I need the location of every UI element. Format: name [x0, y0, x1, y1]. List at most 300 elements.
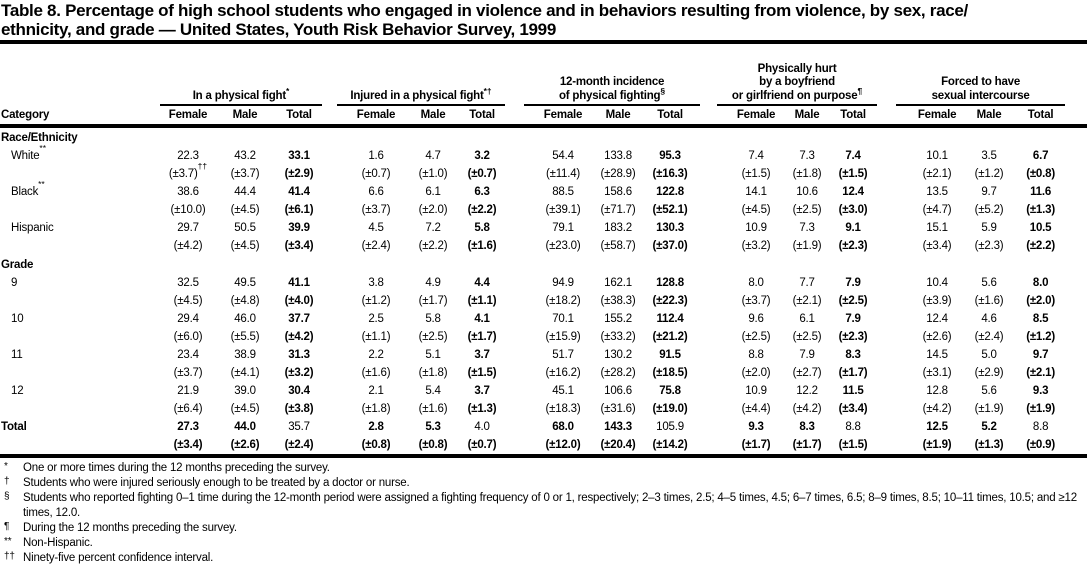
- ci-cell: (±58.7): [600, 240, 636, 252]
- value-cell: 41.4: [288, 186, 310, 198]
- ci-cell: (±4.7): [922, 204, 952, 216]
- value-cell: 12.4: [842, 186, 864, 198]
- ci-cell: (±1.6): [974, 295, 1004, 307]
- value-cell: 183.2: [604, 222, 632, 234]
- value-cell: 12.2: [796, 385, 818, 397]
- table-title-line-2: ethnicity, and grade — United States, Youth Risk Behavior Survey, 1999: [1, 20, 556, 39]
- value-cell: 5.9: [981, 222, 997, 234]
- ci-cell: (±1.8): [418, 367, 448, 379]
- ci-cell: (±3.2): [284, 367, 314, 379]
- footnote-marker-ref: §: [660, 85, 666, 96]
- value-cell: 143.3: [604, 421, 632, 433]
- ci-cell: (±2.4): [284, 439, 314, 451]
- value-cell: 8.5: [1032, 313, 1049, 325]
- value-cell: 51.7: [552, 349, 574, 361]
- row-label-spacer: [0, 328, 158, 346]
- footnote-marker-ref: ¶: [857, 85, 863, 96]
- value-cell: 6.6: [368, 186, 384, 198]
- value-cell: 7.3: [799, 150, 815, 162]
- ci-cell: (±4.5): [173, 295, 203, 307]
- category-header-spacer: [0, 44, 158, 106]
- value-cell: 10.4: [926, 277, 948, 289]
- value-cell: 29.4: [177, 313, 199, 325]
- footnotes: [0, 461, 1087, 566]
- value-cell: 7.9: [799, 349, 815, 361]
- ci-cell: (±4.5): [230, 240, 260, 252]
- value-cell: 3.5: [981, 150, 997, 162]
- ci-cell: (±1.1): [467, 295, 497, 307]
- ci-cell: (±2.1): [922, 168, 952, 180]
- col-header-in-a-physical-fight-total: Total: [272, 106, 328, 126]
- ci-cell: (±5.2): [974, 204, 1004, 216]
- ci-cell: (±3.2): [741, 240, 771, 252]
- ci-cell: (±1.9): [974, 403, 1004, 415]
- column-group-header-injured-in-a-physical-fight: [328, 44, 518, 106]
- ci-cell: (±1.8): [792, 168, 822, 180]
- row-label: 9: [11, 277, 18, 289]
- column-group-title: 12-month incidence of physical fighting§: [524, 76, 700, 106]
- footnote-: [0, 476, 1087, 491]
- ci-cell: (±4.0): [284, 295, 314, 307]
- value-cell: 38.9: [234, 349, 256, 361]
- ci-cell: (±37.0): [652, 240, 688, 252]
- column-group-title: Injured in a physical fight*†: [337, 90, 505, 107]
- value-cell: 7.2: [425, 222, 441, 234]
- ci-cell: (±2.6): [922, 331, 952, 343]
- ci-cell: (±3.7): [173, 367, 203, 379]
- value-cell: 10.1: [926, 150, 948, 162]
- group-header-row: [0, 44, 1087, 106]
- value-cell: 8.3: [845, 349, 861, 361]
- ci-cell: (±18.5): [652, 367, 688, 379]
- footnote-text: Ninety-five percent confidence interval.: [23, 552, 214, 564]
- value-cell: 8.3: [799, 421, 815, 433]
- ci-cell: (±1.7): [838, 367, 868, 379]
- value-cell: 14.5: [926, 349, 948, 361]
- value-cell: 5.2: [981, 421, 997, 433]
- section-label: Grade: [1, 259, 34, 271]
- ci-cell: (±3.4): [922, 240, 952, 252]
- footnote-: [0, 536, 1087, 551]
- value-cell: 3.7: [474, 385, 490, 397]
- footnote-: [0, 491, 1087, 521]
- value-cell: 7.4: [748, 150, 764, 162]
- value-cell: 91.5: [659, 349, 681, 361]
- value-cell: 2.8: [368, 421, 384, 433]
- table-header: [0, 44, 1087, 126]
- col-header-in-a-physical-fight-female: Female: [158, 106, 218, 126]
- ci-row-black: [0, 201, 1087, 219]
- value-cell: 8.8: [1032, 421, 1049, 433]
- value-cell: 5.6: [981, 385, 997, 397]
- value-cell: 128.8: [656, 277, 684, 289]
- value-cell: 4.7: [425, 150, 441, 162]
- value-cell: 112.4: [656, 313, 684, 325]
- value-cell: 2.5: [368, 313, 384, 325]
- ci-cell: (±4.5): [741, 204, 771, 216]
- col-header-physically-hurt-total: Total: [832, 106, 884, 126]
- value-cell: 10.9: [745, 222, 767, 234]
- value-cell: 105.9: [656, 421, 684, 433]
- data-row-12: [0, 382, 1087, 400]
- value-cell: 10.6: [796, 186, 818, 198]
- value-cell: 23.4: [177, 349, 199, 361]
- data-row-hispanic: [0, 219, 1087, 237]
- value-cell: 9.3: [1032, 385, 1049, 397]
- ci-cell: (±31.6): [600, 403, 636, 415]
- value-cell: 106.6: [604, 385, 632, 397]
- ci-cell: (±1.9): [922, 439, 952, 451]
- footnote-marker: ¶: [4, 521, 10, 532]
- section-header-race-ethnicity: [0, 126, 1087, 147]
- footnote-marker: **: [4, 536, 12, 547]
- table-title: [0, 0, 1087, 40]
- ci-cell: (±28.2): [600, 367, 636, 379]
- ci-cell: (±2.0): [418, 204, 448, 216]
- value-cell: 5.8: [474, 222, 490, 234]
- value-cell: 9.6: [748, 313, 764, 325]
- value-cell: 122.8: [656, 186, 684, 198]
- data-row-9: [0, 274, 1087, 292]
- ci-row-total: [0, 436, 1087, 454]
- ci-cell: (±0.7): [361, 168, 391, 180]
- value-cell: 12.8: [926, 385, 948, 397]
- ci-cell: (±18.2): [545, 295, 581, 307]
- value-cell: 11.6: [1030, 186, 1052, 198]
- ci-cell: (±2.3): [838, 240, 868, 252]
- value-cell: 14.1: [745, 186, 767, 198]
- ci-cell: (±6.0): [173, 331, 203, 343]
- value-cell: 162.1: [604, 277, 632, 289]
- value-cell: 1.6: [368, 150, 384, 162]
- col-header-12-month-incidence-male: Male: [590, 106, 646, 126]
- value-cell: 155.2: [604, 313, 632, 325]
- ci-cell: (±1.0): [418, 168, 448, 180]
- value-cell: 35.7: [288, 421, 310, 433]
- column-group-title: Forced to have sexual intercourse: [896, 76, 1065, 106]
- table-bottom-rule: [0, 454, 1087, 458]
- ci-cell: (±3.4): [838, 403, 868, 415]
- value-cell: 88.5: [552, 186, 574, 198]
- ci-cell: (±5.5): [230, 331, 260, 343]
- row-label-spacer: [0, 436, 158, 454]
- category-column-header: Category: [0, 106, 158, 126]
- value-cell: 7.9: [845, 313, 861, 325]
- value-cell: 44.0: [234, 421, 256, 433]
- ci-cell: (±1.7): [418, 295, 448, 307]
- value-cell: 10.5: [1029, 222, 1052, 234]
- ci-cell: (±1.3): [467, 403, 497, 415]
- ci-cell: (±0.8): [1026, 168, 1055, 180]
- value-cell: 8.8: [845, 421, 861, 433]
- value-cell: 30.4: [288, 385, 310, 397]
- data-row-white: [0, 147, 1087, 165]
- value-cell: 44.4: [234, 186, 256, 198]
- ci-cell: (±2.1): [792, 295, 822, 307]
- value-cell: 39.9: [288, 222, 310, 234]
- row-label-spacer: [0, 364, 158, 382]
- ci-cell: (±0.9): [1026, 439, 1055, 451]
- footnote-marker-ref: *†: [483, 85, 492, 96]
- value-cell: 5.1: [425, 349, 441, 361]
- value-cell: 5.6: [981, 277, 997, 289]
- col-header-injured-in-a-physical-fight-male: Male: [406, 106, 460, 126]
- ci-cell: (±2.5): [741, 331, 771, 343]
- value-cell: 5.4: [425, 385, 441, 397]
- value-cell: 50.5: [234, 222, 256, 234]
- footnote-text: Non-Hispanic.: [23, 537, 93, 549]
- value-cell: 4.0: [474, 421, 490, 433]
- footnote-marker-ref: **: [38, 179, 45, 189]
- value-cell: 5.0: [981, 349, 997, 361]
- row-label: 10: [11, 313, 24, 325]
- footnote-marker-ref: ††: [197, 161, 208, 171]
- ci-cell: (±20.4): [600, 439, 636, 451]
- ci-cell: (±2.4): [974, 331, 1004, 343]
- section-header-grade: [0, 255, 1087, 274]
- ci-cell: (±1.5): [838, 168, 868, 180]
- value-cell: 29.7: [177, 222, 199, 234]
- footnote-: [0, 461, 1087, 476]
- ci-cell: (±16.2): [545, 367, 581, 379]
- value-cell: 22.3: [177, 150, 199, 162]
- value-cell: 39.0: [234, 385, 256, 397]
- ci-cell: (±3.7)††: [168, 161, 208, 180]
- ci-cell: (±12.0): [545, 439, 581, 451]
- ci-cell: (±1.2): [1026, 331, 1055, 343]
- ci-cell: (±3.7): [230, 168, 260, 180]
- value-cell: 4.6: [981, 313, 997, 325]
- value-cell: 5.3: [425, 421, 441, 433]
- ci-cell: (±16.3): [652, 168, 688, 180]
- ci-row-11: [0, 364, 1087, 382]
- ci-row-12: [0, 400, 1087, 418]
- value-cell: 8.0: [748, 277, 764, 289]
- footnote-marker: †: [4, 476, 10, 487]
- value-cell: 9.3: [748, 421, 764, 433]
- ci-cell: (±3.7): [741, 295, 771, 307]
- ci-cell: (±3.1): [922, 367, 952, 379]
- footnote-marker: §: [4, 491, 10, 502]
- value-cell: 9.7: [1032, 349, 1049, 361]
- value-cell: 21.9: [177, 385, 199, 397]
- ci-cell: (±11.4): [545, 168, 581, 180]
- value-cell: 7.3: [799, 222, 815, 234]
- ci-cell: (±2.5): [418, 331, 448, 343]
- value-cell: 133.8: [604, 150, 632, 162]
- ci-cell: (±3.4): [173, 439, 203, 451]
- value-cell: 12.4: [926, 313, 948, 325]
- ci-cell: (±1.5): [741, 168, 771, 180]
- value-cell: 8.0: [1032, 277, 1049, 289]
- ci-cell: (±1.9): [792, 240, 822, 252]
- ci-cell: (±15.9): [545, 331, 581, 343]
- ci-cell: (±6.1): [284, 204, 314, 216]
- ci-cell: (±6.4): [173, 403, 203, 415]
- ci-cell: (±2.9): [974, 367, 1004, 379]
- ci-cell: (±39.1): [545, 204, 581, 216]
- footnote-marker: *: [4, 461, 8, 472]
- ci-cell: (±22.3): [652, 295, 688, 307]
- footnote-: [0, 521, 1087, 536]
- table-title-line-1: Table 8. Percentage of high school students who engaged in violence and in behaviors resulting from violence, by sex, race/: [1, 1, 968, 20]
- ci-cell: (±2.2): [1026, 240, 1055, 252]
- column-group-header-forced-to-have-sexual-intercourse: [884, 44, 1087, 106]
- ci-cell: (±4.5): [230, 204, 260, 216]
- ci-cell: (±1.2): [974, 168, 1004, 180]
- value-cell: 130.2: [604, 349, 632, 361]
- ci-cell: (±1.5): [838, 439, 868, 451]
- ci-cell: (±2.4): [361, 240, 391, 252]
- ci-row-9: [0, 292, 1087, 310]
- ci-cell: (±2.3): [974, 240, 1004, 252]
- value-cell: 6.1: [425, 186, 441, 198]
- ci-row-hispanic: [0, 237, 1087, 255]
- value-cell: 45.1: [552, 385, 574, 397]
- value-cell: 46.0: [234, 313, 256, 325]
- value-cell: 10.9: [745, 385, 767, 397]
- ci-cell: (±1.2): [361, 295, 391, 307]
- ci-cell: (±1.6): [418, 403, 448, 415]
- col-header-physically-hurt-female: Female: [708, 106, 782, 126]
- row-label: Hispanic: [11, 222, 54, 234]
- column-group-header-12-month-incidence-of-physical-fighting: [518, 44, 708, 106]
- row-label: 12: [11, 385, 24, 397]
- ci-cell: (±2.1): [1026, 367, 1055, 379]
- ci-cell: (±14.2): [652, 439, 688, 451]
- ci-cell: (±3.7): [361, 204, 391, 216]
- value-cell: 2.1: [368, 385, 384, 397]
- value-cell: 33.1: [288, 150, 310, 162]
- ci-cell: (±33.2): [600, 331, 636, 343]
- value-cell: 31.3: [288, 349, 310, 361]
- data-row-11: [0, 346, 1087, 364]
- value-cell: 6.1: [799, 313, 815, 325]
- col-header-forced-to-have-total: Total: [1016, 106, 1087, 126]
- ci-cell: (±1.7): [467, 331, 497, 343]
- ci-cell: (±1.3): [1026, 204, 1055, 216]
- ci-cell: (±4.8): [230, 295, 260, 307]
- ci-cell: (±2.3): [838, 331, 868, 343]
- ci-cell: (±52.1): [652, 204, 688, 216]
- column-group-title: Physically hurt by a boyfriend or girlfriend on purpose¶: [717, 63, 877, 107]
- sub-header-row: [0, 106, 1087, 126]
- ci-row-white: [0, 165, 1087, 183]
- row-label-spacer: [0, 201, 158, 219]
- footnote-text: Students who were injured seriously enough to be treated by a doctor or nurse.: [23, 477, 410, 489]
- col-header-in-a-physical-fight-male: Male: [218, 106, 272, 126]
- ci-cell: (±4.1): [230, 367, 260, 379]
- footnote-text: Students who reported fighting 0–1 time during the 12-month period were assigned a fighting frequency of 0 or 1, respectively; 2–3 times, 2.5; 4–5 times, 4.5; 6–7 times, 6.5; 8–9 times, 8.5; 10–11 times, 10.5; and ≥12 times, 12.0.: [23, 492, 1077, 519]
- footnote-: [0, 551, 1087, 566]
- col-header-injured-in-a-physical-fight-female: Female: [328, 106, 406, 126]
- row-label-spacer: [0, 237, 158, 255]
- value-cell: 79.1: [552, 222, 574, 234]
- ci-row-10: [0, 328, 1087, 346]
- column-group-title: In a physical fight*: [160, 90, 322, 107]
- ci-cell: (±10.0): [170, 204, 206, 216]
- value-cell: 9.1: [845, 222, 861, 234]
- ci-cell: (±2.0): [741, 367, 771, 379]
- ci-cell: (±2.6): [230, 439, 260, 451]
- value-cell: 95.3: [659, 150, 681, 162]
- footnote-marker: ††: [4, 551, 15, 562]
- ci-cell: (±18.3): [545, 403, 581, 415]
- column-group-header-in-a-physical-fight: [158, 44, 328, 106]
- ci-cell: (±2.2): [418, 240, 448, 252]
- col-header-12-month-incidence-total: Total: [646, 106, 708, 126]
- value-cell: 41.1: [288, 277, 310, 289]
- ci-cell: (±71.7): [600, 204, 636, 216]
- value-cell: 54.4: [552, 150, 574, 162]
- ci-cell: (±1.7): [741, 439, 771, 451]
- value-cell: 7.7: [799, 277, 815, 289]
- ci-cell: (±23.0): [545, 240, 581, 252]
- yrbs-violence-table: [0, 44, 1087, 454]
- value-cell: 70.1: [552, 313, 574, 325]
- ci-cell: (±1.9): [1026, 403, 1055, 415]
- value-cell: 5.8: [425, 313, 441, 325]
- row-label-spacer: [0, 400, 158, 418]
- ci-cell: (±0.7): [467, 439, 497, 451]
- value-cell: 3.8: [368, 277, 384, 289]
- row-label-spacer: [0, 292, 158, 310]
- ci-cell: (±2.9): [284, 168, 314, 180]
- value-cell: 2.2: [368, 349, 384, 361]
- footnote-marker-ref: *: [286, 85, 290, 96]
- ci-cell: (±3.8): [284, 403, 314, 415]
- ci-cell: (±38.3): [600, 295, 636, 307]
- ci-cell: (±2.2): [467, 204, 497, 216]
- ci-cell: (±2.5): [792, 204, 822, 216]
- col-header-forced-to-have-female: Female: [884, 106, 962, 126]
- row-label: Total: [1, 421, 27, 433]
- ci-cell: (±3.4): [284, 240, 314, 252]
- row-label: Black**: [11, 179, 45, 198]
- ci-cell: (±4.5): [230, 403, 260, 415]
- ci-cell: (±4.2): [173, 240, 203, 252]
- value-cell: 13.5: [926, 186, 948, 198]
- row-label: White**: [11, 143, 47, 162]
- ci-cell: (±4.2): [792, 403, 822, 415]
- value-cell: 4.1: [474, 313, 490, 325]
- value-cell: 75.8: [659, 385, 681, 397]
- column-group-header-physically-hurt-by-a-boyfriend-or-girlfriend-on-purpose: [708, 44, 884, 106]
- data-row-black: [0, 183, 1087, 201]
- ci-cell: (±4.2): [922, 403, 952, 415]
- ci-cell: (±19.0): [652, 403, 688, 415]
- col-header-physically-hurt-male: Male: [782, 106, 832, 126]
- ci-cell: (±1.1): [361, 331, 391, 343]
- ci-cell: (±2.5): [792, 331, 822, 343]
- ci-cell: (±2.0): [1026, 295, 1055, 307]
- value-cell: 8.8: [748, 349, 764, 361]
- ci-cell: (±28.9): [600, 168, 636, 180]
- section-label: Race/Ethnicity: [1, 132, 78, 144]
- data-row-total: [0, 418, 1087, 436]
- value-cell: 158.6: [604, 186, 632, 198]
- row-label: 11: [11, 349, 23, 361]
- value-cell: 3.7: [474, 349, 490, 361]
- col-header-12-month-incidence-female: Female: [518, 106, 590, 126]
- value-cell: 15.1: [926, 222, 948, 234]
- value-cell: 4.9: [425, 277, 441, 289]
- ci-cell: (±2.5): [838, 295, 868, 307]
- ci-cell: (±3.0): [838, 204, 868, 216]
- value-cell: 7.4: [845, 150, 861, 162]
- footnote-marker-ref: **: [39, 143, 47, 153]
- data-row-10: [0, 310, 1087, 328]
